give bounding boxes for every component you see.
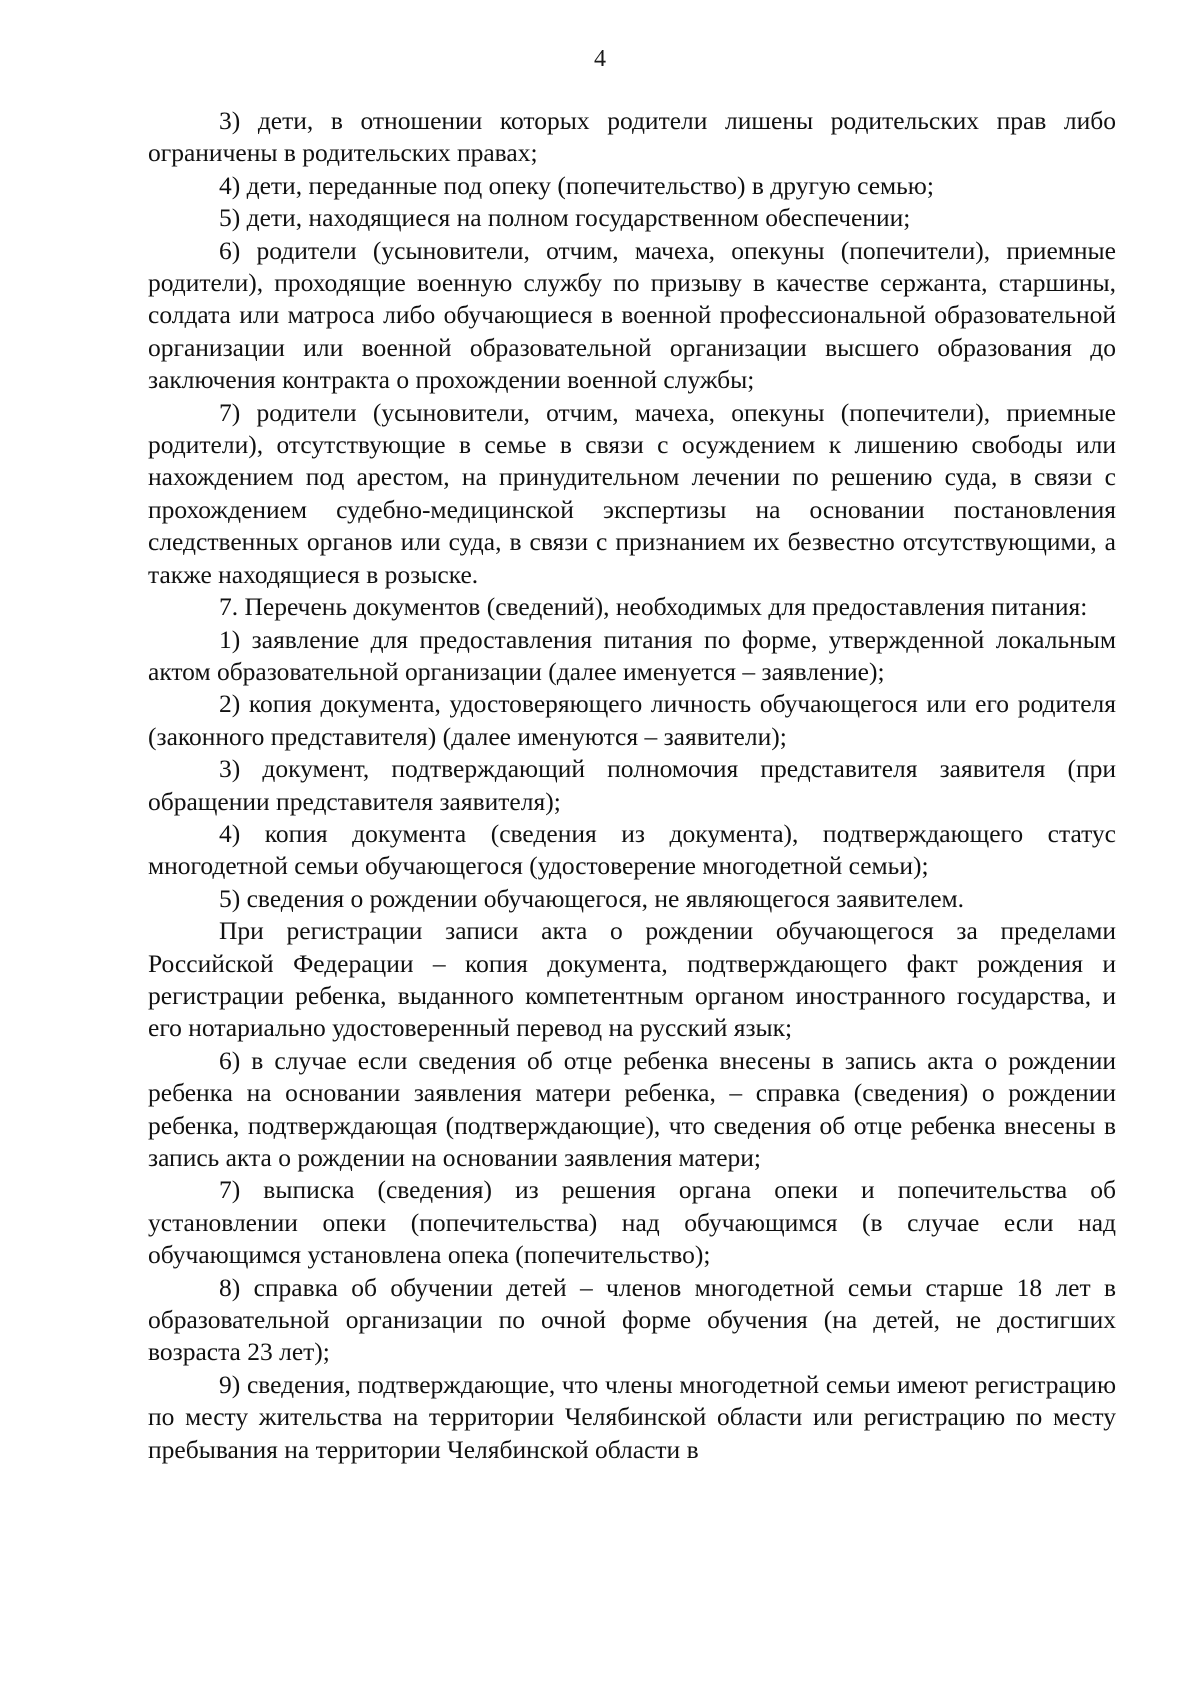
page-number: 4	[594, 46, 606, 72]
paragraph-doc-7-guardianship-extract: 7) выписка (сведения) из решения органа опеки и попечительства об установлении опеки (попечительства) над обучающимся (в случае если над обучающимся установлена опека (попечительство);	[148, 1175, 1116, 1270]
document-body	[148, 105, 1116, 1466]
paragraph-doc-5-birth-info: 5) сведения о рождении обучающегося, не являющегося заявителем.	[219, 883, 965, 913]
paragraph-doc-8-education-certificate: 8) справка об обучении детей – членов многодетной семьи старше 18 лет в образовательной организации по очной форме обучения (на детей, не достигших возраста 23 лет);	[148, 1272, 1116, 1367]
paragraph-item-6-military-service: 6) родители (усыновители, отчим, мачеха, опекуны (попечители), приемные родители), проходящие военную службу по призыву в качестве сержанта, старшины, солдата или матроса либо обучающиеся в военной профессиональной образовательной организации или военной образовательной организации высшего образования до заключения контракта о прохождении военной службы;	[148, 235, 1116, 395]
paragraph-section-7-documents-list: 7. Перечень документов (сведений), необходимых для предоставления питания:	[219, 592, 1088, 622]
paragraph-doc-1-application: 1) заявление для предоставления питания по форме, утвержденной локальным актом образовательной организации (далее именуется – заявление);	[148, 624, 1116, 686]
paragraph-doc-6-father-info: 6) в случае если сведения об отце ребенка внесены в запись акта о рождении ребенка на основании заявления матери ребенка, – справка (сведения) о рождении ребенка, подтверждающая (подтверждающие), что сведения об отце ребенка внесены в запись акта о рождении на основании заявления матери;	[148, 1045, 1116, 1172]
paragraph-doc-2-identity-copy: 2) копия документа, удостоверяющего личность обучающегося или его родителя (законного представителя) (далее именуются – заявители);	[148, 689, 1116, 751]
paragraph-doc-4-large-family-status: 4) копия документа (сведения из документа), подтверждающего статус многодетной семьи обучающегося (удостоверение многодетной семьи);	[148, 818, 1116, 881]
paragraph-item-3-deprived-rights: 3) дети, в отношении которых родители лишены родительских прав либо ограничены в родительских правах;	[148, 106, 1116, 168]
paragraph-item-4-guardianship: 4) дети, переданные под опеку (попечительство) в другую семью;	[219, 170, 934, 200]
paragraph-doc-3-authority: 3) документ, подтверждающий полномочия представителя заявителя (при обращении представителя заявителя);	[148, 754, 1116, 816]
paragraph-doc-9-registration: 9) сведения, подтверждающие, что члены многодетной семьи имеют регистрацию по месту жительства на территории Челябинской области или регистрацию по месту пребывания на территории Челябинской области в	[148, 1369, 1116, 1464]
paragraph-foreign-birth-registration: При регистрации записи акта о рождении обучающегося за пределами Российской Федерации – копия документа, подтверждающего факт рождения и регистрации ребенка, выданного компетентным органом иностранного государства, и его нотариально удостоверенный перевод на русский язык;	[148, 916, 1116, 1043]
paragraph-item-5-state-support: 5) дети, находящиеся на полном государственном обеспечении;	[219, 203, 911, 233]
paragraph-item-7-absent-parents: 7) родители (усыновители, отчим, мачеха, опекуны (попечители), приемные родители), отсутствующие в семье в связи с осуждением к лишению свободы или нахождением под арестом, на принудительном лечении по решению суда, в связи с прохождением судебно-медицинской экспертизы на основании постановления следственных органов или суда, в связи с признанием их безвестно отсутствующими, а также находящиеся в розыске.	[148, 397, 1116, 589]
